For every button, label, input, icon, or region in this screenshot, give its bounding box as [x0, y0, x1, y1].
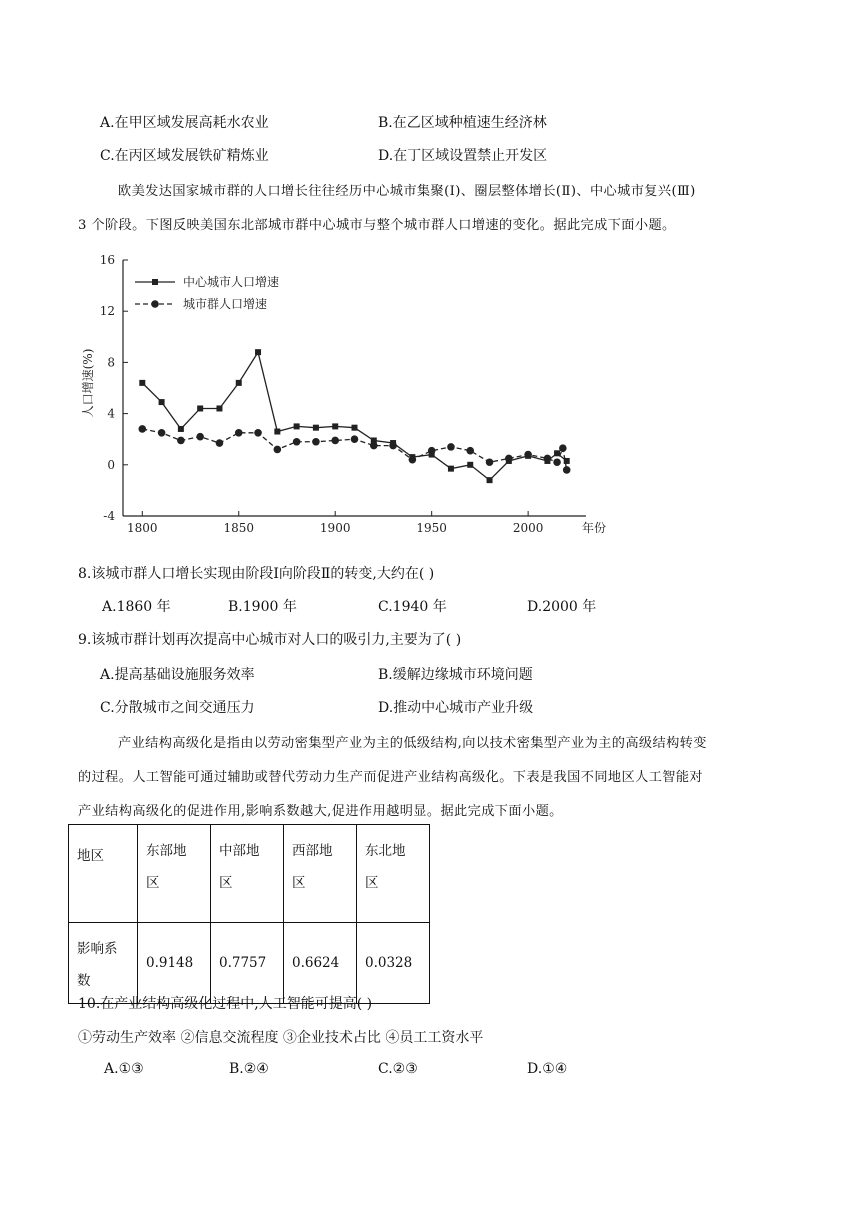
table-header-row	[69, 825, 430, 923]
region-west-cell: 西部地 区	[284, 825, 357, 923]
data-point-circle	[312, 438, 320, 446]
data-point-square	[352, 425, 358, 431]
legend-label-1: 中心城市人口增速	[183, 275, 280, 289]
y-tick-label: 0	[107, 457, 115, 472]
q8-option-c: C.1940 年	[378, 599, 447, 615]
q10-option-a: A.①③	[104, 1061, 144, 1077]
data-point-circle	[196, 433, 204, 441]
y-tick-label: -4	[103, 509, 115, 523]
data-point-square	[448, 466, 454, 472]
region-central-cell: 中部地 区	[211, 825, 284, 923]
data-point-circle	[486, 458, 494, 466]
data-point-circle	[138, 425, 146, 433]
value-central-cell: 0.7757	[211, 923, 284, 1004]
value-east-cell: 0.9148	[138, 923, 211, 1004]
data-point-square	[197, 405, 203, 411]
data-point-square	[554, 450, 560, 456]
legend-marker-square	[152, 279, 158, 285]
value-northeast-cell: 0.0328	[357, 923, 430, 1004]
data-point-circle	[559, 444, 567, 452]
data-point-circle	[466, 447, 474, 455]
option-b: B.在乙区域种植速生经济林	[378, 115, 547, 131]
option-a: A.在甲区域发展高耗水农业	[100, 115, 269, 131]
question-10-stem: 10.在产业结构高级化过程中,人工智能可提高( )	[78, 996, 373, 1012]
q9-option-d: D.推动中心城市产业升级	[378, 700, 534, 716]
q10-option-c: C.②③	[378, 1061, 418, 1077]
x-tick-label: 1800	[127, 521, 158, 535]
data-point-circle	[274, 446, 282, 454]
data-point-square	[255, 349, 261, 355]
y-tick-label: 12	[99, 304, 115, 319]
y-axis-label: 人口增速(%)	[81, 348, 95, 418]
data-point-circle	[370, 442, 378, 450]
x-axis-label: 年份	[582, 521, 607, 535]
legend-marker-circle	[151, 300, 159, 308]
data-point-circle	[235, 429, 243, 437]
data-point-circle	[254, 429, 262, 437]
q10-option-d: D.①④	[527, 1061, 568, 1077]
passage-1-line-1: 欧美发达国家城市群的人口增长往往经历中心城市集聚(Ⅰ)、圈层整体增长(Ⅱ)、中心城市复兴(Ⅲ)	[118, 184, 696, 199]
q8-option-d: D.2000 年	[527, 599, 597, 615]
passage-1-line-2: 3 个阶段。下图反映美国东北部城市群中心城市与整个城市群人口增速的变化。据此完成下面小题。	[78, 218, 676, 233]
series-line-2	[142, 429, 566, 470]
data-point-circle	[524, 451, 532, 459]
data-point-circle	[428, 447, 436, 455]
series-line-1	[142, 352, 566, 480]
data-point-square	[332, 423, 338, 429]
data-point-circle	[331, 437, 339, 445]
header-label-cell: 地区	[69, 825, 138, 923]
passage-2-line-3: 产业结构高级化的促进作用,影响系数越大,促进作用越明显。据此完成下面小题。	[78, 804, 563, 819]
q9-option-b: B.缓解边缘城市环境问题	[378, 667, 533, 683]
passage-2-line-1: 产业结构高级化是指由以劳动密集型产业为主的低级结构,向以技术密集型产业为主的高级结构转变	[118, 736, 707, 751]
data-point-circle	[505, 455, 513, 463]
option-d: D.在丁区域设置禁止开发区	[378, 148, 548, 164]
data-point-square	[274, 429, 280, 435]
data-point-square	[313, 425, 319, 431]
data-point-square	[178, 426, 184, 432]
region-northeast-cell: 东北地 区	[357, 825, 430, 923]
data-point-square	[159, 399, 165, 405]
question-10-items: ①劳动生产效率 ②信息交流程度 ③企业技术占比 ④员工工资水平	[78, 1030, 484, 1046]
data-point-circle	[293, 438, 301, 446]
value-west-cell: 0.6624	[284, 923, 357, 1004]
data-point-circle	[447, 443, 455, 451]
data-point-square	[236, 380, 242, 386]
legend-label-2: 城市群人口增速	[183, 297, 268, 311]
data-point-circle	[389, 442, 397, 450]
data-point-circle	[409, 456, 417, 464]
data-point-circle	[553, 458, 561, 466]
region-east-cell: 东部地 区	[138, 825, 211, 923]
coefficient-table	[68, 824, 430, 1004]
data-point-square	[294, 423, 300, 429]
x-tick-label: 1950	[416, 521, 447, 535]
data-point-circle	[544, 455, 552, 463]
data-point-circle	[351, 435, 359, 443]
table-value-row	[69, 923, 430, 1004]
row-label-cell: 影响系 数	[69, 923, 138, 1004]
y-tick-label: 16	[99, 253, 115, 267]
x-tick-label: 1900	[319, 521, 351, 535]
data-point-square	[467, 462, 473, 468]
question-9-stem: 9.该城市群计划再次提高中心城市对人口的吸引力,主要为了( )	[78, 632, 462, 648]
q8-option-b: B.1900 年	[228, 599, 297, 615]
q10-option-b: B.②④	[229, 1061, 269, 1077]
data-point-square	[216, 405, 222, 411]
data-point-square	[139, 380, 145, 386]
data-point-circle	[563, 466, 571, 474]
data-point-circle	[216, 439, 224, 447]
y-tick-label: 4	[107, 406, 115, 421]
passage-2-line-2: 的过程。人工智能可通过辅助或替代劳动力生产而促进产业结构高级化。下表是我国不同地区人工智能对	[78, 770, 704, 785]
q9-option-c: C.分散城市之间交通压力	[100, 700, 255, 716]
option-c: C.在丙区域发展铁矿精炼业	[100, 148, 269, 164]
x-tick-label: 2000	[512, 521, 544, 535]
data-point-square	[487, 477, 493, 483]
data-point-circle	[177, 437, 185, 445]
question-8-stem: 8.该城市群人口增长实现由阶段Ⅰ向阶段Ⅱ的转变,大约在( )	[78, 566, 435, 582]
population-growth-chart	[70, 248, 610, 548]
q8-option-a: A.1860 年	[102, 599, 171, 615]
data-point-circle	[158, 429, 166, 437]
q9-option-a: A.提高基础设施服务效率	[100, 667, 255, 683]
y-tick-label: 8	[107, 355, 115, 370]
x-tick-label: 1850	[223, 521, 255, 535]
